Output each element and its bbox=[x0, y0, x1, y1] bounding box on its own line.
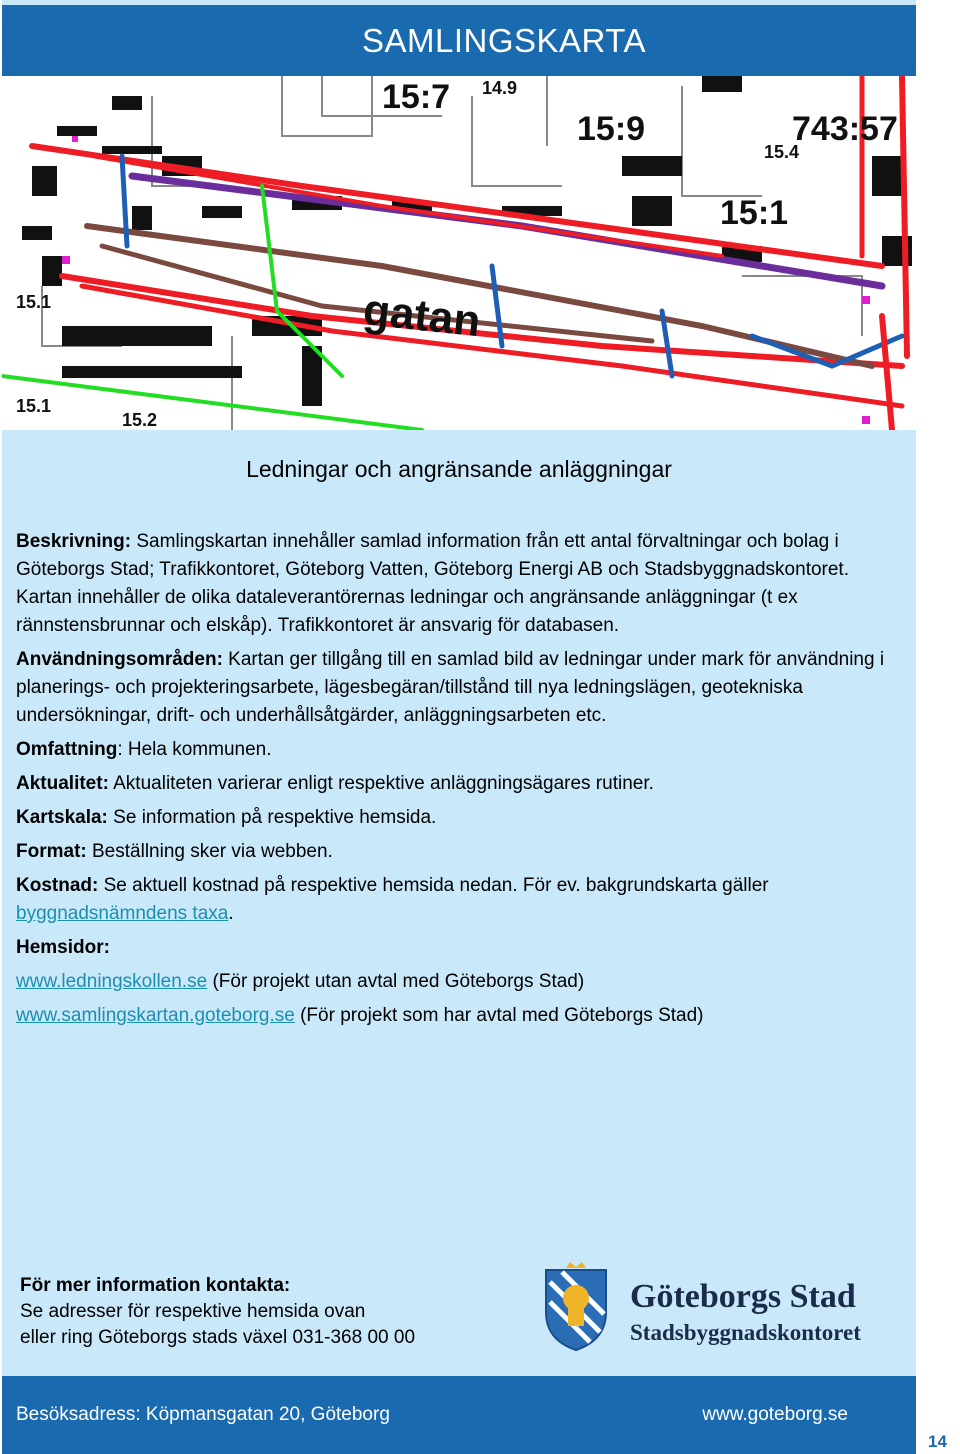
map-label-15-1: 15:1 bbox=[720, 194, 789, 232]
anvandning-text: Kartan ger tillgång till en samlad bild av ledningar under mark för användning i planerings- och projekteringsarbete, lägesbegäran/tillstånd till nya ledningslägen, geotekniska undersökningar, drift- och underhållsåtgärder, anläggningsarbeten etc. bbox=[16, 649, 885, 726]
kartskala-text: Se information på respektive hemsida. bbox=[107, 807, 437, 828]
site1-text: (För projekt utan avtal med Göteborgs Stad) bbox=[207, 971, 585, 992]
aktualitet-label: Aktualitet: bbox=[16, 773, 109, 794]
description-body bbox=[16, 528, 908, 1030]
map-drawing bbox=[2, 76, 916, 430]
samlingskartan-link[interactable]: www.samlingskartan.goteborg.se bbox=[16, 1005, 295, 1026]
footer-address: Besöksadress: Köpmansgatan 20, Göteborg bbox=[16, 1404, 390, 1425]
map-label-street: gatan bbox=[360, 285, 483, 347]
aktualitet-text: Aktualiteten varierar enligt respektive anläggningsägares rutiner. bbox=[108, 773, 654, 794]
goteborgs-stad-logo bbox=[540, 1262, 910, 1352]
footer-website[interactable]: www.goteborg.se bbox=[702, 1404, 848, 1425]
utility-map bbox=[2, 76, 916, 430]
coat-of-arms-icon bbox=[540, 1262, 910, 1352]
logo-dept: Stadsbyggnadskontoret bbox=[630, 1320, 861, 1345]
kostnad-after: . bbox=[228, 903, 234, 924]
hemsidor-label: Hemsidor: bbox=[16, 937, 110, 958]
format-paragraph bbox=[16, 838, 908, 866]
page-footer bbox=[2, 1376, 916, 1454]
map-label-15-1b: 15.1 bbox=[16, 396, 52, 416]
section-subtitle: Ledningar och angränsande anläggningar bbox=[246, 456, 672, 482]
page-header bbox=[2, 5, 916, 76]
taxa-link[interactable]: byggnadsnämndens taxa bbox=[16, 903, 229, 924]
kostnad-text: Se aktuell kostnad på respektive hemsida nedan. För ev. bakgrundskarta gäller bbox=[98, 875, 769, 896]
map-label-15-1a: 15.1 bbox=[16, 292, 52, 312]
format-label: Format: bbox=[16, 841, 87, 862]
format-text: Beställning sker via webben. bbox=[86, 841, 333, 862]
ledningskollen-link[interactable]: www.ledningskollen.se bbox=[16, 971, 208, 992]
kartskala-label: Kartskala: bbox=[16, 807, 108, 828]
beskrivning-text: Samlingskartan innehåller samlad information från ett antal förvaltningar och bolag i Göteborgs Stad; Trafikkontoret, Göteborg Vatten, Göteborg Energi AB och Stadsbyggnadskontoret. Kartan innehåller de olika dataleverantörernas ledningar och angränsande anläggningar (t ex rännstensbrunnar och elskåp). Trafikkontoret är ansvarig för databasen. bbox=[16, 531, 849, 636]
contact-line-1: Se adresser för respektive hemsida ovan bbox=[20, 1301, 366, 1322]
aktualitet-paragraph bbox=[16, 770, 908, 798]
contact-heading: För mer information kontakta: bbox=[20, 1275, 291, 1296]
logo-name: Göteborgs Stad bbox=[630, 1278, 856, 1315]
site1-paragraph bbox=[16, 968, 908, 996]
map-label-15-7: 15:7 bbox=[382, 78, 451, 116]
beskrivning-paragraph bbox=[16, 528, 908, 640]
omfattning-label: Omfattning bbox=[16, 739, 118, 760]
map-label-14-9: 14.9 bbox=[482, 78, 518, 98]
omfattning-paragraph bbox=[16, 736, 908, 764]
map-label-15-9: 15:9 bbox=[577, 110, 646, 148]
kartskala-paragraph bbox=[16, 804, 908, 832]
map-label-15-2: 15.2 bbox=[122, 410, 158, 430]
hemsidor-paragraph bbox=[16, 934, 908, 962]
anvandning-paragraph bbox=[16, 646, 908, 730]
site2-paragraph bbox=[16, 1002, 908, 1030]
kostnad-label: Kostnad: bbox=[16, 875, 99, 896]
contact-line-2: eller ring Göteborgs stads växel 031-368 00 00 bbox=[20, 1327, 416, 1348]
anvandning-label: Användningsområden: bbox=[16, 649, 223, 670]
page-number: 14 bbox=[928, 1432, 947, 1451]
page-title: SAMLINGSKARTA bbox=[361, 21, 647, 59]
contact-block bbox=[20, 1273, 415, 1351]
omfattning-text: : Hela kommunen. bbox=[117, 739, 272, 760]
beskrivning-label: Beskrivning: bbox=[16, 531, 132, 552]
site2-text: (För projekt som har avtal med Göteborgs Stad) bbox=[294, 1005, 704, 1026]
map-label-15-4: 15.4 bbox=[764, 142, 800, 162]
kostnad-paragraph bbox=[16, 872, 908, 928]
map-label-743-57: 743:57 bbox=[792, 110, 898, 148]
